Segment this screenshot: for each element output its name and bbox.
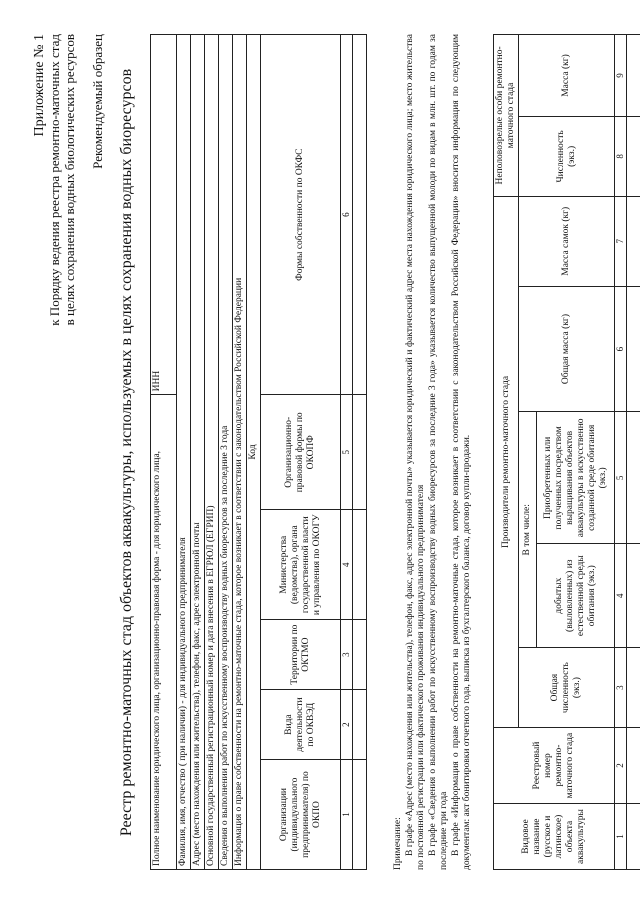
stock-entry-cell[interactable] [627,116,640,196]
immature-mass-header: Масса (кг) [519,35,615,117]
code-header-okpo: Организации (индивидуального предпринимателя) по ОКПО [261,760,341,870]
stock-entry-cell[interactable] [627,804,640,870]
note-paragraph: В графе «Адрес (место нахождения или жительства), телефон, факс, адрес электронной почты» указывается юридический и фактический адрес места нахождения юридического лица; место жительства по постоянной регистрации или фактического проживания индивидуального предпринимателя [404,34,426,870]
ownership-info-row: Информация о праве собственности на ремонтно-маточные стада, которое возникает в соответствии с законодательством Российской Федерации [233,35,247,870]
total-count-header: Общая численность (экз.) [519,648,615,728]
stock-column-number: 5 [615,412,627,544]
registry-info-table [150,34,367,870]
note-paragraph: В графе «Сведения о выполнении работ по искусственному воспроизводству водных биоресурсов за последние 3 года» указывается количество выпущенной молоди по видам в млн. шт. по годам за последние три года [427,34,449,870]
document-title: Реестр ремонтно-маточных стад объектов аквакультуры, используемых в целях сохранения водных биоресурсов [118,68,135,837]
code-entry-cell[interactable] [353,760,367,870]
stock-column-number: 3 [615,648,627,728]
female-mass-header: Масса самок (кг) [519,196,615,286]
code-header-okved: Вида деятельности по ОКВЭД [261,690,341,760]
code-column-number: 6 [341,35,353,395]
species-header: Видовое название (русское и латинское) объекта аквакультуры [494,804,615,870]
including-header: В том числе: [519,412,537,648]
appendix-ref-line1: к Порядку ведения реестра ремонтно-маточных стад [47,34,62,326]
caught-header: добытых (выловленных) из естественной среды обитания (экз.) [537,544,615,648]
code-label: Код [247,35,261,870]
stock-column-number: 4 [615,544,627,648]
appendix-header [32,34,77,574]
stock-column-number: 2 [615,728,627,804]
inn-label: ИНН [151,35,177,395]
appendix-ref-line2: в целях сохранения водных биологических ресурсов [62,34,77,326]
code-header-okogu: Министерства (ведомства), органа государственной власти и управления по ОКОГУ [261,510,341,620]
stock-entry-cell[interactable] [627,544,640,648]
code-column-number: 2 [341,690,353,760]
note-title: Примечание: [393,817,403,870]
broodstock-table [493,34,640,870]
immature-count-header: Численность (экз.) [519,116,615,196]
reproduction-work-row: Сведения о выполнении работ по искусственному воспроизводству водных биоресурсов за последние 3 года [219,35,233,870]
code-header-oktmo: Территории по ОКТМО [261,620,341,690]
stock-entry-cell[interactable] [627,728,640,804]
code-column-number: 3 [341,620,353,690]
total-mass-header: Общая масса (кг) [519,286,615,412]
stock-entry-cell[interactable] [627,648,640,728]
stock-column-number: 6 [615,286,627,412]
address-row: Адрес (место нахождения или жительства), телефон, факс, адрес электронной почты [191,35,205,870]
entrepreneur-name-row: Фамилия, имя, отчество ( при наличии) - для индивидуального предпринимателя [177,35,191,870]
stock-column-number: 8 [615,116,627,196]
stock-entry-cell[interactable] [627,412,640,544]
recommended-sample-label: Рекомендуемый образец [90,34,105,169]
stock-entry-cell[interactable] [627,35,640,117]
acquired-header: Приобретенных или полученных посредством выращивания объектов аквакультуры в искусственно созданной среде обитания (экз.) [537,412,615,544]
stock-column-number: 7 [615,196,627,286]
note-paragraph: В графе «Информация о праве собственности на ремонтно-маточные стада, которое возникает в соответствии с законодательством Российской Федерации» вносится информация по следующим документам: акт бонитировки отчетного года, выписка из бухгалтерского баланса, договор купли-продажи. [450,34,472,870]
appendix-number: Приложение № 1 [32,34,47,137]
code-header-okopf: Организационно-правовой формы по ОКОПФ [261,395,341,510]
stock-entry-cell[interactable] [627,286,640,412]
stock-column-number: 1 [615,804,627,870]
code-entry-cell[interactable] [353,620,367,690]
registry-number-header: Реестровый номер ремонтно-маточного стада [494,728,615,804]
code-entry-cell[interactable] [353,395,367,510]
code-column-number: 5 [341,395,353,510]
legal-entity-name-row: Полное наименование юридического лица, организационно-правовая форма - для юридического лица, [151,395,177,870]
code-entry-cell[interactable] [353,35,367,395]
producers-header: Производители ремонтно-маточного стада [494,196,519,727]
note-section [393,34,474,870]
code-entry-cell[interactable] [353,690,367,760]
stock-entry-cell[interactable] [627,196,640,286]
code-header-okfs: Формы собственности по ОКФС [261,35,341,395]
ogrn-row: Основной государственный регистрационный номер и дата внесения в ЕГРЮЛ (ЕГРИП) [205,35,219,870]
code-column-number: 4 [341,510,353,620]
immature-header: Неполовозрелые особи ремонтно-маточного стада [494,35,519,197]
stock-column-number: 9 [615,35,627,117]
code-entry-cell[interactable] [353,510,367,620]
code-column-number: 1 [341,760,353,870]
